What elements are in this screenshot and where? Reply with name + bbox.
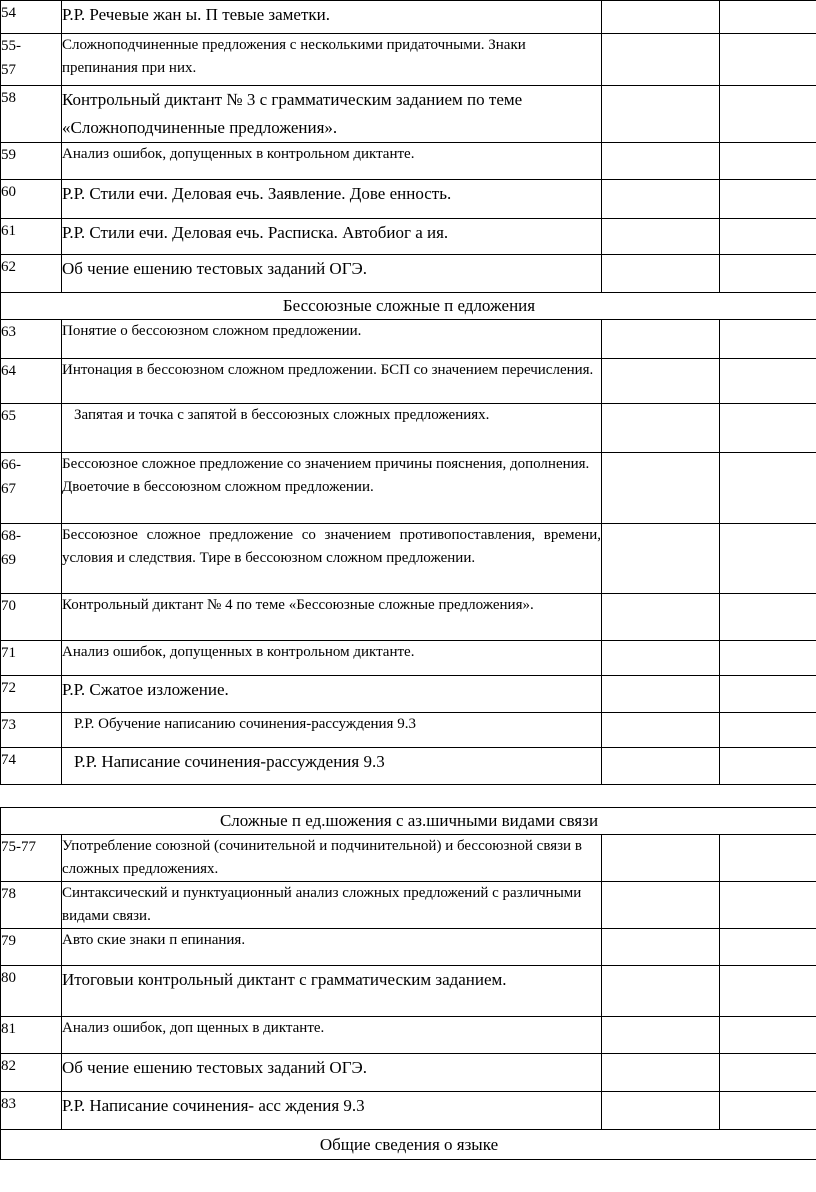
lesson-row <box>1 359 816 404</box>
lesson-date-planned-cell <box>602 453 720 524</box>
lesson-topic: Р.Р. Написание сочинения- асс ждения 9.3 <box>62 1092 602 1130</box>
lesson-date-planned-cell <box>602 320 720 359</box>
lesson-row <box>1 641 816 676</box>
lesson-topic: Р.Р. Стили ечи. Деловая ечь. Расписка. Автобиог а ия. <box>62 219 602 255</box>
lesson-number: 54 <box>1 1 62 34</box>
lesson-date-planned-cell <box>602 929 720 966</box>
lesson-topic: Итоговыи контрольный диктант с грамматическим заданием. <box>62 966 602 1017</box>
lesson-row <box>1 34 816 86</box>
lesson-topic: Употребление союзной (сочинительной и подчинительной) и бессоюзной связи в сложных предложениях. <box>62 835 602 882</box>
lesson-date-actual-cell <box>720 453 816 524</box>
lesson-date-actual-cell <box>720 594 816 641</box>
lesson-date-actual-cell <box>720 641 816 676</box>
lesson-date-actual-cell <box>720 359 816 404</box>
lesson-row <box>1 713 816 748</box>
lesson-topic: Сложноподчиненные предложения с несколькими придаточными. Знаки препинания при них. <box>62 34 602 86</box>
lesson-date-actual-cell <box>720 882 816 929</box>
lesson-date-actual-cell <box>720 1017 816 1054</box>
lesson-date-actual-cell <box>720 320 816 359</box>
lesson-number: 70 <box>1 594 62 641</box>
lesson-topic: Об чение ешению тестовых заданий ОГЭ. <box>62 255 602 293</box>
lesson-date-actual-cell <box>720 835 816 882</box>
lesson-row <box>1 1017 816 1054</box>
lesson-date-actual-cell <box>720 1 816 34</box>
lesson-topic: Р.Р. Обучение написанию сочинения-рассуждения 9.3 <box>62 713 602 748</box>
lesson-date-planned-cell <box>602 882 720 929</box>
spacer-cell <box>1 785 816 808</box>
lesson-date-planned-cell <box>602 404 720 453</box>
section-heading: Сложные п ед.шожения с аз.шичными видами связи <box>1 808 816 835</box>
lesson-number: 74 <box>1 748 62 785</box>
lesson-date-planned-cell <box>602 1017 720 1054</box>
lesson-date-planned-cell <box>602 524 720 594</box>
lesson-topic: Контрольный диктант № 3 с грамматическим заданием по теме «Сложноподчиненные предложения». <box>62 86 602 143</box>
lesson-date-planned-cell <box>602 748 720 785</box>
lesson-topic: Синтаксический и пунктуационный анализ сложных предложений с различными видами связи. <box>62 882 602 929</box>
lesson-date-planned-cell <box>602 835 720 882</box>
lesson-date-planned-cell <box>602 255 720 293</box>
lesson-row <box>1 966 816 1017</box>
lesson-date-actual-cell <box>720 524 816 594</box>
section-heading-row <box>1 1130 816 1160</box>
lesson-date-actual-cell <box>720 1054 816 1092</box>
lesson-topic: Анализ ошибок, допущенных в контрольном диктанте. <box>62 143 602 180</box>
lesson-date-actual-cell <box>720 748 816 785</box>
lesson-number: 73 <box>1 713 62 748</box>
lesson-date-planned-cell <box>602 1 720 34</box>
lesson-date-planned-cell <box>602 641 720 676</box>
lesson-number: 81 <box>1 1017 62 1054</box>
lesson-number: 61 <box>1 219 62 255</box>
lesson-date-actual-cell <box>720 404 816 453</box>
lesson-number: 55- 57 <box>1 34 62 86</box>
lesson-date-actual-cell <box>720 255 816 293</box>
lesson-number: 64 <box>1 359 62 404</box>
lesson-date-planned-cell <box>602 594 720 641</box>
lesson-number: 58 <box>1 86 62 143</box>
lesson-topic: Интонация в бессоюзном сложном предложении. БСП со значением перечисления. <box>62 359 602 404</box>
lesson-number: 72 <box>1 676 62 713</box>
lesson-topic: Бессоюзное сложное предложение со значением причины пояснения, дополнения. Двоеточие в бессоюзном сложном предложении. <box>62 453 602 524</box>
lesson-row <box>1 882 816 929</box>
lesson-date-actual-cell <box>720 713 816 748</box>
lesson-topic: Понятие о бессоюзном сложном предложении. <box>62 320 602 359</box>
lesson-date-planned-cell <box>602 1092 720 1130</box>
lesson-topic: Об чение ешению тестовых заданий ОГЭ. <box>62 1054 602 1092</box>
lesson-topic: Анализ ошибок, доп щенных в диктанте. <box>62 1017 602 1054</box>
lesson-row <box>1 404 816 453</box>
lesson-row <box>1 1092 816 1130</box>
section-heading-row <box>1 293 816 320</box>
lesson-row <box>1 676 816 713</box>
lesson-number: 79 <box>1 929 62 966</box>
section-heading-row <box>1 808 816 835</box>
lesson-row <box>1 255 816 293</box>
lesson-number: 83 <box>1 1092 62 1130</box>
lesson-topic: Р.Р. Сжатое изложение. <box>62 676 602 713</box>
lesson-number: 82 <box>1 1054 62 1092</box>
lesson-row <box>1 1054 816 1092</box>
lesson-date-actual-cell <box>720 180 816 219</box>
lesson-row <box>1 219 816 255</box>
section-heading: Общие сведения о языке <box>1 1130 816 1160</box>
lesson-row <box>1 180 816 219</box>
lesson-date-actual-cell <box>720 1092 816 1130</box>
lesson-date-actual-cell <box>720 34 816 86</box>
lesson-topic: Запятая и точка с запятой в бессоюзных сложных предложениях. <box>62 404 602 453</box>
lesson-date-planned-cell <box>602 86 720 143</box>
lesson-date-planned-cell <box>602 143 720 180</box>
lesson-row <box>1 524 816 594</box>
lesson-row <box>1 453 816 524</box>
lesson-number: 66- 67 <box>1 453 62 524</box>
lesson-number: 71 <box>1 641 62 676</box>
lesson-date-planned-cell <box>602 1054 720 1092</box>
lesson-date-planned-cell <box>602 713 720 748</box>
lesson-date-planned-cell <box>602 359 720 404</box>
lesson-number: 78 <box>1 882 62 929</box>
lesson-topic: Р.Р. Стили ечи. Деловая ечь. Заявление. Дове енность. <box>62 180 602 219</box>
lesson-topic: Авто ские знаки п епинания. <box>62 929 602 966</box>
lesson-date-actual-cell <box>720 219 816 255</box>
lesson-date-planned-cell <box>602 966 720 1017</box>
lesson-topic: Р.Р. Речевые жан ы. П тевые заметки. <box>62 1 602 34</box>
lesson-number: 65 <box>1 404 62 453</box>
lesson-number: 75-77 <box>1 835 62 882</box>
lesson-date-actual-cell <box>720 929 816 966</box>
lesson-row <box>1 748 816 785</box>
lesson-date-planned-cell <box>602 180 720 219</box>
lesson-number: 63 <box>1 320 62 359</box>
section-heading: Бессоюзные сложные п едложения <box>1 293 816 320</box>
lesson-row <box>1 86 816 143</box>
lesson-row <box>1 594 816 641</box>
lesson-date-actual-cell <box>720 86 816 143</box>
lesson-number: 68- 69 <box>1 524 62 594</box>
lesson-row <box>1 1 816 34</box>
lesson-row <box>1 320 816 359</box>
lesson-number: 59 <box>1 143 62 180</box>
lesson-row <box>1 929 816 966</box>
lesson-topic: Бессоюзное сложное предложение со значением противопоставления, времени, условия и следствия. Тире в бессоюзном сложном предложении. <box>62 524 602 594</box>
lesson-date-actual-cell <box>720 143 816 180</box>
lesson-number: 62 <box>1 255 62 293</box>
lesson-topic: Р.Р. Написание сочинения-рассуждения 9.3 <box>62 748 602 785</box>
lesson-row <box>1 143 816 180</box>
lesson-date-planned-cell <box>602 676 720 713</box>
lesson-topic: Анализ ошибок, допущенных в контрольном диктанте. <box>62 641 602 676</box>
spacer-row <box>1 785 816 808</box>
lesson-topic: Контрольный диктант № 4 по теме «Бессоюзные сложные предложения». <box>62 594 602 641</box>
lesson-number: 60 <box>1 180 62 219</box>
lesson-number: 80 <box>1 966 62 1017</box>
lesson-date-planned-cell <box>602 219 720 255</box>
lesson-date-planned-cell <box>602 34 720 86</box>
lesson-date-actual-cell <box>720 676 816 713</box>
lesson-row <box>1 835 816 882</box>
lesson-date-actual-cell <box>720 966 816 1017</box>
